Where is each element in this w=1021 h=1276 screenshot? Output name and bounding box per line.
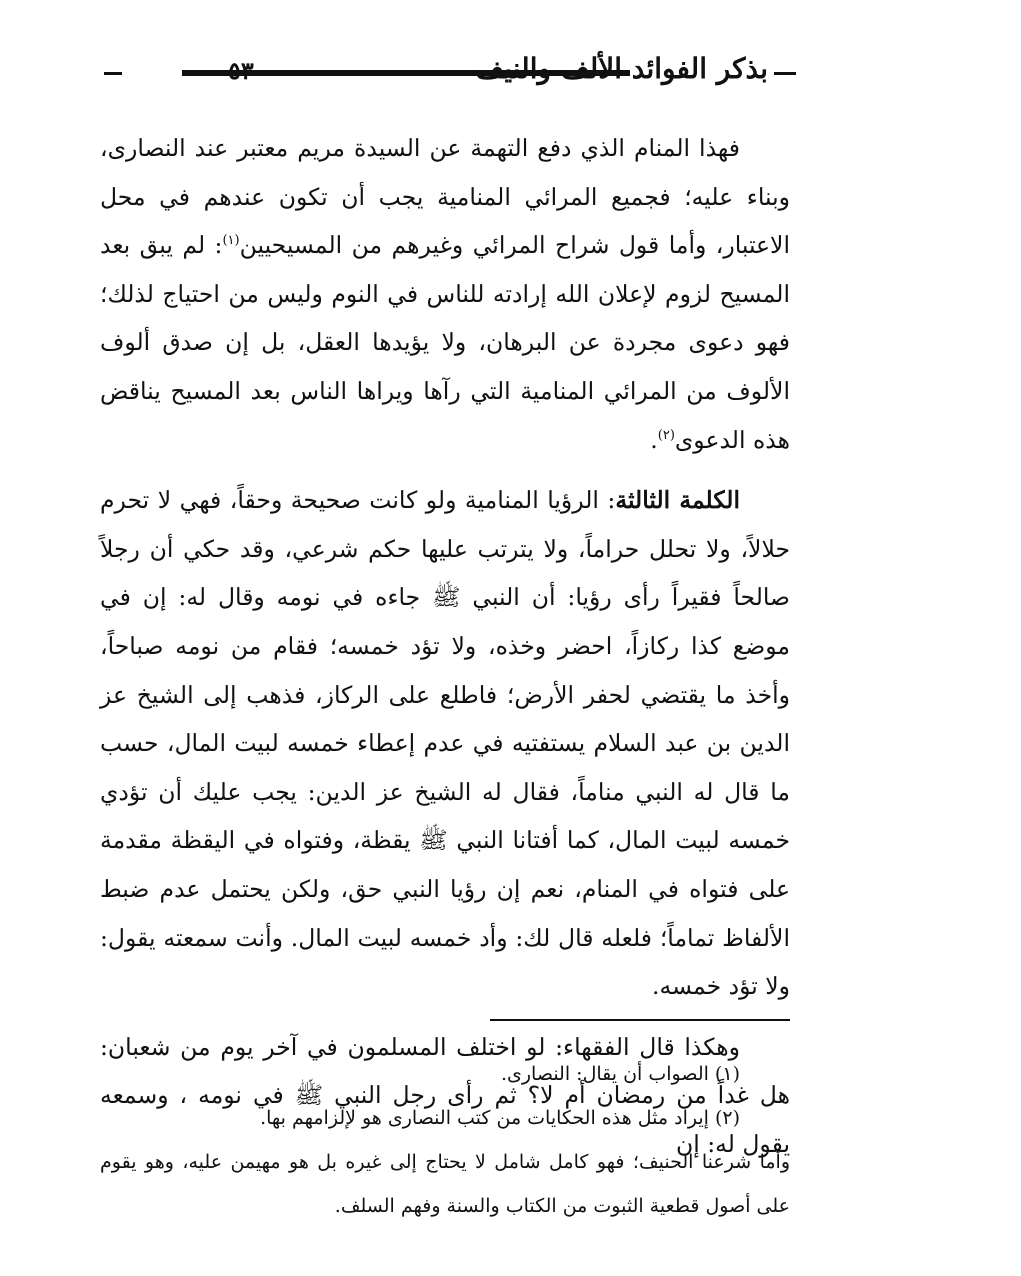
header-title: بذكر الفوائد الألف والنيف [475, 52, 768, 85]
running-header [96, 52, 796, 96]
header-dash-left [104, 72, 122, 75]
footnote-ref-2: (٢) [657, 427, 675, 443]
main-text [100, 124, 790, 1168]
paragraph-2 [100, 476, 790, 1011]
footnote-separator [490, 1019, 790, 1021]
header-dash-right [774, 72, 796, 75]
footnote-2-continued: وأما شرعنا الحنيف؛ فهو كامل شامل لا يحتاج إلى غيره بل هو مهيمن عليه، وهو يقوم على أصول قطعية الثبوت من الكتاب والسنة وفهم السلف. [100, 1151, 790, 1217]
footnote-1: (١) الصواب أن يقال: النصارى. [500, 1063, 740, 1085]
paragraph-text: : لم يبق بعد المسيح لزوم لإعلان الله إرادته للناس في النوم وليس من احتياج لذلك؛ فهو دعوى مجردة عن البرهان، ولا يؤيدها العقل، بل إن صدق ألوف الألوف من المرائي المنامية التي رآها ويراها الناس بعد المسيح يناقض هذه الدعوى [100, 231, 790, 454]
paragraph-text: . [650, 425, 658, 454]
paragraph-text: : الرؤيا المنامية ولو كانت صحيحة وحقاً، فهي لا تحرم حلالاً، ولا تحلل حراماً، ولا يترتب عليها حكم شرعي، وقد حكي أن رجلاً صالحاً فقيراً رأى رؤيا: أن النبي ﷺ جاءه في نومه وقال له: إن في موضع كذا ركازاً، احضر وخذه، ولا تؤد خمسه؛ فقام من نومه صباحاً، وأخذ ما يقتضي لحفر الأرض؛ فاطلع على الركاز، فذهب إلى الشيخ عز الدين بن عبد السلام يستفتيه في عدم إعطاء خمسه لبيت المال، حسب ما قال له النبي مناماً، فقال له الشيخ عز الدين: يجب عليك أن تؤدي خمسه لبيت المال، كما أفتانا النبي ﷺ يقظة، وفتواه في اليقظة مقدمة على فتواه في المنام، نعم إن رؤيا النبي حق، ولكن يحتمل عدم ضبط الألفاظ تماماً؛ فلعله قال لك: وأد خمسه لبيت المال. وأنت سمعته يقول: ولا تؤد خمسه. [100, 486, 790, 1001]
paragraph-1 [100, 124, 790, 464]
paragraph-text: وهكذا قال الفقهاء: لو اختلف المسلمون في آخر يوم من شعبان: هل غداً من رمضان أم لا؟ ثم رأى رجل النبي ﷺ في نومه ، وسمعه يقول له: إن [100, 1032, 790, 1158]
footnote-2: (٢) إيراد مثل هذه الحكايات من كتب النصارى هو لإلزامهم بها. [260, 1107, 740, 1129]
paragraph-lead: الكلمة الثالثة [615, 486, 740, 515]
paragraph-text: فهذا المنام الذي دفع التهمة عن السيدة مريم معتبر عند النصارى، وبناء عليه؛ فجميع المرائي المنامية يجب أن تكون عندهم في محل الاعتبار، وأما قول شراح المرائي وغيرهم من المسيحيين [100, 134, 790, 260]
footnote-ref-1: (١) [222, 233, 240, 249]
footnotes [100, 1052, 790, 1228]
